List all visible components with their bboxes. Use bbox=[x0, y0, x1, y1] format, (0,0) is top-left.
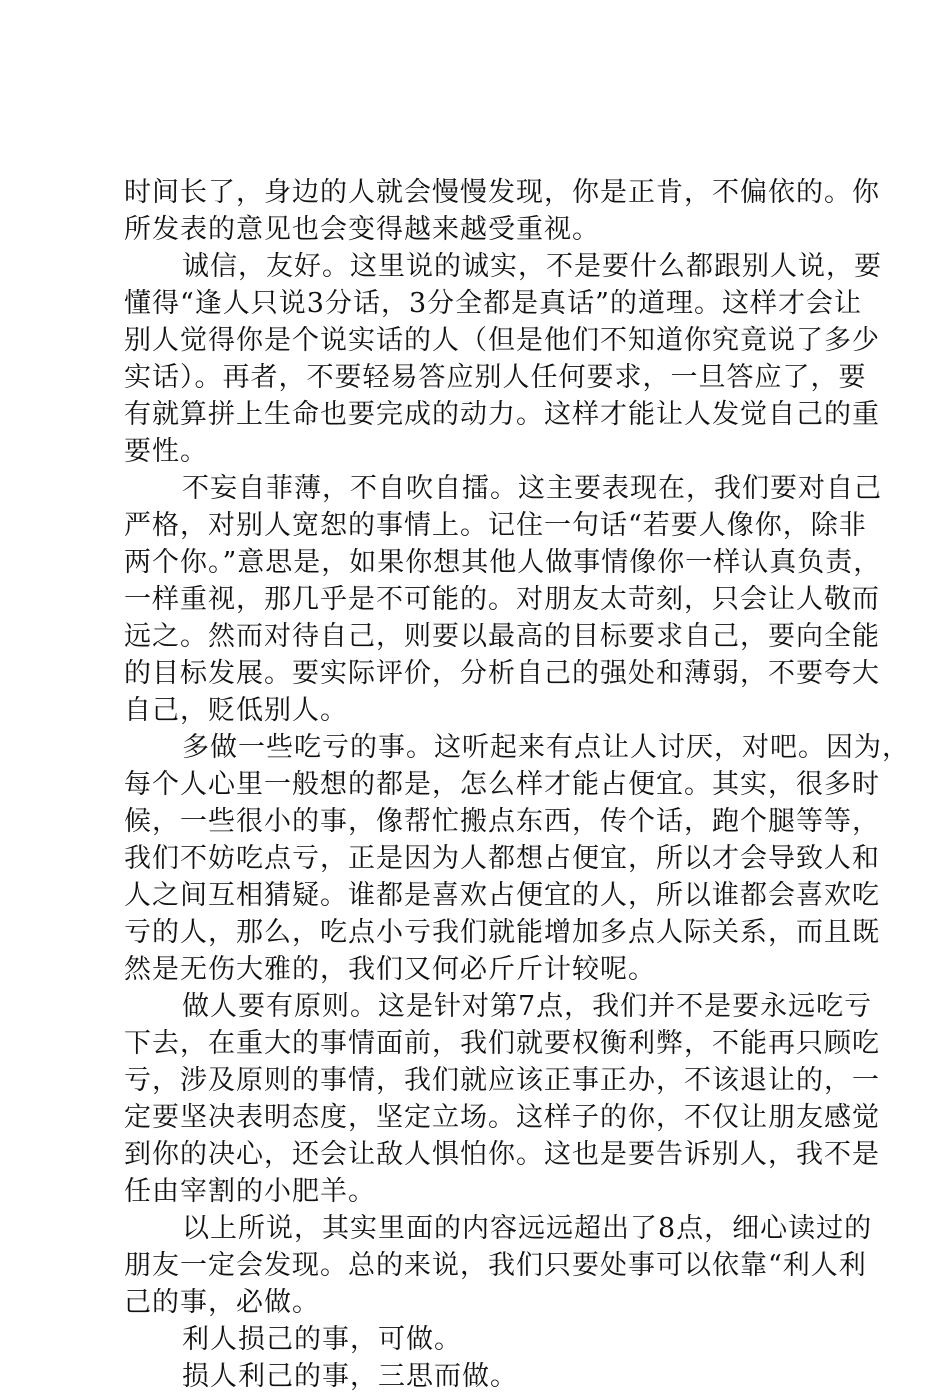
document-body bbox=[124, 174, 910, 1395]
text-line: 亏的人，那么，吃点小亏我们就能增加多点人际关系，而且既 bbox=[124, 917, 880, 948]
text-line: 的目标发展。要实际评价，分析自己的强处和薄弱，不要夸大 bbox=[124, 658, 880, 689]
text-line: 到你的决心，还会让敌人惧怕你。这也是要告诉别人，我不是 bbox=[124, 1139, 880, 1170]
text-line: 有就算拼上生命也要完成的动力。这样才能让人发觉自己的重 bbox=[124, 399, 880, 430]
text-line: 每个人心里一般想的都是，怎么样才能占便宜。其实，很多时 bbox=[124, 769, 880, 800]
text-line: 所发表的意见也会变得越来越受重视。 bbox=[124, 214, 600, 245]
text-line: 候，一些很小的事，像帮忙搬点东西，传个话，跑个腿等等， bbox=[124, 806, 880, 837]
text-line: 亏，涉及原则的事情，我们就应该正事正办，不该退让的，一 bbox=[124, 1065, 880, 1096]
text-line: 两个你。”意思是，如果你想其他人做事情像你一样认真负责， bbox=[124, 547, 882, 578]
paragraph-start-line: 多做一些吃亏的事。这听起来有点让人讨厌，对吧。因为， bbox=[182, 732, 910, 763]
text-line: 时间长了，身边的人就会慢慢发现，你是正肯，不偏依的。你 bbox=[124, 177, 880, 208]
text-line: 下去，在重大的事情面前，我们就要权衡利弊，不能再只顾吃 bbox=[124, 1028, 880, 1059]
text-line: 严格，对别人宽恕的事情上。记住一句话“若要人像你，除非 bbox=[124, 510, 867, 541]
text-line: 要性。 bbox=[124, 436, 208, 467]
text-line: 远之。然而对待自己，则要以最高的目标要求自己，要向全能 bbox=[124, 621, 880, 652]
paragraph-start-line: 以上所说，其实里面的内容远远超出了8点，细心读过的 bbox=[182, 1213, 873, 1244]
paragraph-start-line: 利人损己的事，可做。 bbox=[182, 1324, 462, 1355]
text-line: 己的事，必做。 bbox=[124, 1287, 320, 1318]
paragraph-start-line: 做人要有原则。这是针对第7点，我们并不是要永远吃亏 bbox=[182, 991, 873, 1022]
text-line: 懂得“逢人只说3分话，3分全都是真话”的道理。这样才会让 bbox=[124, 288, 862, 319]
text-line: 一样重视，那几乎是不可能的。对朋友太苛刻，只会让人敬而 bbox=[124, 584, 880, 615]
text-line: 定要坚决表明态度，坚定立场。这样子的你，不仅让朋友感觉 bbox=[124, 1102, 880, 1133]
text-line: 人之间互相猜疑。谁都是喜欢占便宜的人，所以谁都会喜欢吃 bbox=[124, 880, 880, 911]
paragraph-start-line: 不妄自菲薄，不自吹自擂。这主要表现在，我们要对自己 bbox=[182, 473, 882, 504]
text-line: 任由宰割的小肥羊。 bbox=[124, 1176, 376, 1207]
text-line: 朋友一定会发现。总的来说，我们只要处事可以依靠“利人利 bbox=[124, 1250, 867, 1281]
text-line: 别人觉得你是个说实话的人（但是他们不知道你究竟说了多少 bbox=[124, 325, 880, 356]
paragraph-start-line: 诚信，友好。这里说的诚实，不是要什么都跟别人说，要 bbox=[182, 251, 882, 282]
text-line: 然是无伤大雅的，我们又何必斤斤计较呢。 bbox=[124, 954, 656, 985]
text-line: 自己，贬低别人。 bbox=[124, 695, 348, 726]
text-line: 我们不妨吃点亏，正是因为人都想占便宜，所以才会导致人和 bbox=[124, 843, 880, 874]
paragraph-start-line: 损人利己的事，三思而做。 bbox=[182, 1361, 518, 1392]
text-line: 实话）。再者，不要轻易答应别人任何要求，一旦答应了，要 bbox=[124, 362, 867, 393]
